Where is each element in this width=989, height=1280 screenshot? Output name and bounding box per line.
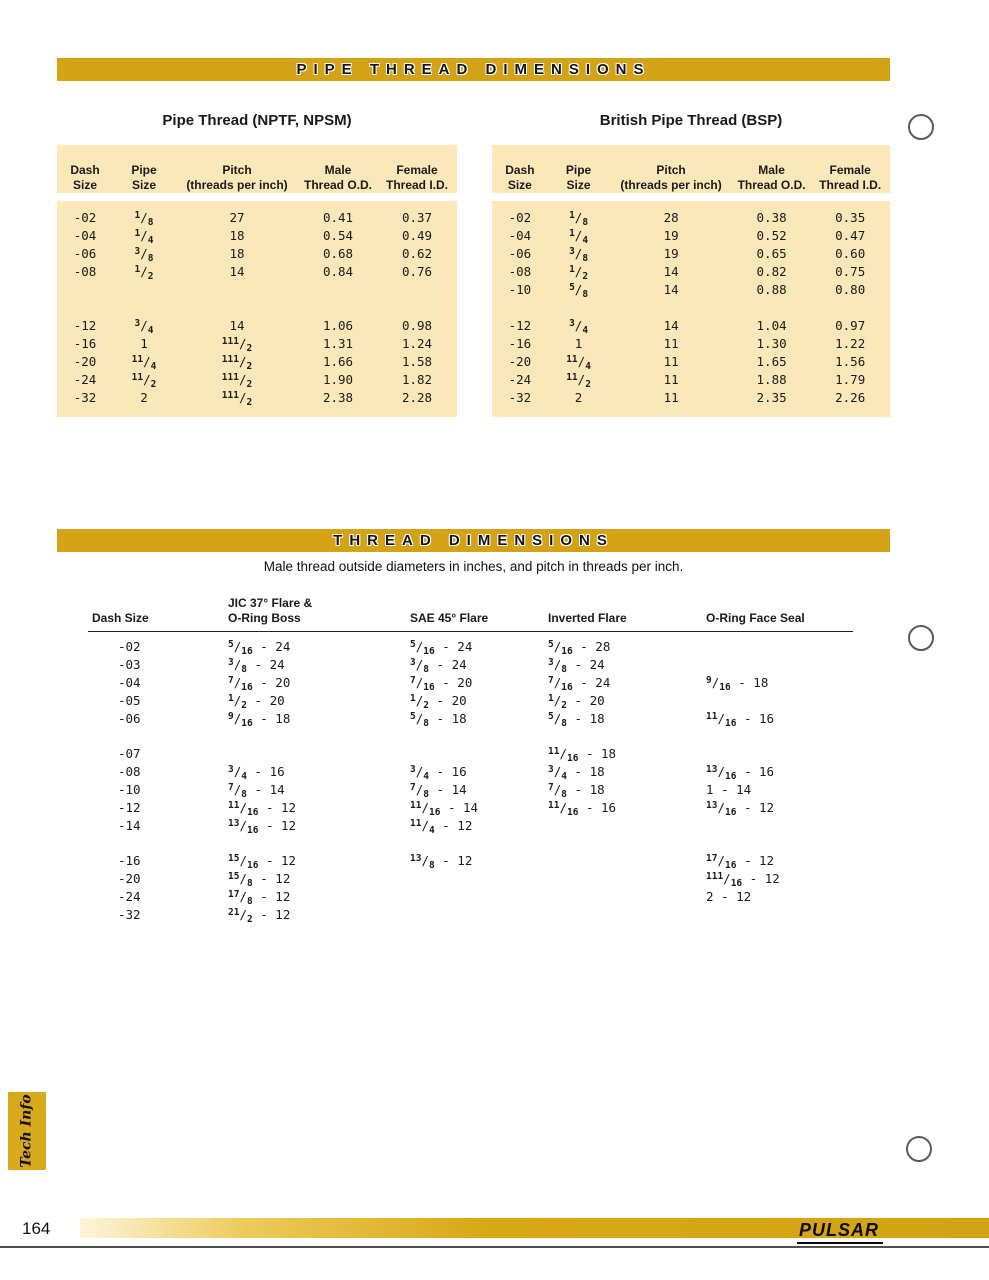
table-row <box>57 389 457 407</box>
table-row <box>492 209 890 227</box>
pipe-thread-table-nptf <box>57 112 457 417</box>
table-cell: $^9/_{16} - 18$ <box>706 675 769 693</box>
table-cell: -06 <box>508 246 532 261</box>
table-row <box>88 745 853 763</box>
table-cell: $^7/_8 - 18$ <box>548 782 605 800</box>
table-cell: 1.65 <box>756 354 787 369</box>
table-cell: $^{17}/_8 - 12$ <box>228 889 291 907</box>
table-cell: $^{111}/_2$ <box>221 390 253 408</box>
column-header: Pipe Size <box>565 163 592 192</box>
table-cell: $^{13}/_8 - 12$ <box>410 853 473 871</box>
thread-banner-title: THREAD DIMENSIONS <box>333 532 614 549</box>
table-cell: -24 <box>118 889 141 904</box>
table-cell: 0.98 <box>401 318 433 333</box>
row-group-gap <box>492 299 890 317</box>
table-title-nptf: Pipe Thread (NPTF, NPSM) <box>162 112 352 129</box>
table-cell: $^{13}/_{16} - 12$ <box>228 818 297 836</box>
table-cell: $^7/_8 - 14$ <box>410 782 467 800</box>
table-cell: $^1/_2$ <box>134 264 154 282</box>
table-row <box>57 335 457 353</box>
table-row <box>88 799 853 817</box>
thread-table-subtitle: Male thread outside diameters in inches, and pitch in threads per inch. <box>263 559 684 574</box>
table-cell: 0.65 <box>756 246 787 261</box>
table-cell: 0.38 <box>756 210 787 225</box>
table-cell: -24 <box>73 372 97 387</box>
table-cell: 1.22 <box>835 336 866 351</box>
table-row <box>88 674 853 692</box>
table-cell: -06 <box>118 711 141 726</box>
table-cell: 0.37 <box>401 210 433 225</box>
table-cell: -08 <box>508 264 532 279</box>
table-cell: -12 <box>118 800 141 815</box>
table-cell: 2.38 <box>322 390 354 405</box>
table-row <box>492 371 890 389</box>
table-cell: $^{111}/_2$ <box>221 336 253 354</box>
table-cell: 19 <box>663 246 679 261</box>
table-cell: 27 <box>229 210 245 225</box>
table-cell: $^{11}/_4$ <box>131 354 157 372</box>
column-header: Female Thread I.D. <box>385 163 448 192</box>
column-header: Pitch (threads per inch) <box>620 163 722 192</box>
table-cell: 0.47 <box>835 228 866 243</box>
table-cell: -32 <box>508 390 532 405</box>
table-cell: $^3/_8 - 24$ <box>410 657 467 675</box>
column-header: Female Thread I.D. <box>819 163 882 192</box>
column-header: Pitch (threads per inch) <box>186 163 288 192</box>
punch-hole <box>906 1136 932 1162</box>
table-cell: 1 <box>140 336 148 351</box>
table-header-row <box>492 145 890 193</box>
table-cell: 1.79 <box>835 372 866 387</box>
table-cell: -04 <box>73 228 97 243</box>
table-row <box>492 317 890 335</box>
row-group-gap <box>57 281 457 317</box>
table-cell: 18 <box>229 246 245 261</box>
table-cell: $^{17}/_{16} - 12$ <box>706 853 775 871</box>
table-cell: 0.97 <box>835 318 866 333</box>
table-cell: 2 - 12 <box>706 889 752 904</box>
table-row <box>57 227 457 245</box>
table-cell: -08 <box>73 264 97 279</box>
table-cell: 1.56 <box>835 354 866 369</box>
table-cell: 2 <box>140 390 148 405</box>
tech-info-tab-label: Tech Info <box>19 1094 36 1168</box>
punch-hole <box>908 114 934 140</box>
bottom-rule <box>0 1246 989 1248</box>
table-cell: $^1/_2 - 20$ <box>548 693 605 711</box>
table-row <box>88 763 853 781</box>
table-cell: -10 <box>118 782 141 797</box>
column-header: Dash Size <box>92 611 149 625</box>
table-cell: 1.31 <box>322 336 354 351</box>
header-divider <box>57 193 457 201</box>
table-cell: 1.66 <box>322 354 354 369</box>
table-row <box>492 227 890 245</box>
table-cell: -04 <box>118 675 141 690</box>
tech-info-tab[interactable] <box>8 1092 46 1170</box>
pipe-thread-dimensions-banner <box>57 58 890 81</box>
table-cell: $^9/_{16} - 18$ <box>228 711 291 729</box>
table-title-bsp: British Pipe Thread (BSP) <box>599 112 783 129</box>
column-header: Inverted Flare <box>548 611 627 625</box>
table-cell: 28 <box>663 210 679 225</box>
header-divider <box>492 193 890 201</box>
table-cell: -05 <box>118 693 141 708</box>
table-row <box>88 781 853 799</box>
table-cell: $^{111}/_{16} - 12$ <box>706 871 780 889</box>
table-cell: $^1/_4$ <box>134 228 154 246</box>
table-row <box>492 245 890 263</box>
table-cell: 2 <box>574 390 583 405</box>
table-cell: 0.35 <box>835 210 866 225</box>
table-cell: 14 <box>663 318 679 333</box>
table-cell: $^{111}/_2$ <box>221 354 253 372</box>
column-header: Male Thread O.D. <box>303 163 372 192</box>
column-header: JIC 37° Flare & O-Ring Boss <box>228 596 313 625</box>
table-cell: -14 <box>118 818 141 833</box>
table-body <box>88 632 853 924</box>
table-cell: -12 <box>73 318 97 333</box>
table-cell: $^{11}/_{16} - 18$ <box>548 746 617 764</box>
table-cell: $^3/_8$ <box>134 246 154 264</box>
table-row <box>492 263 890 281</box>
table-row <box>88 852 853 870</box>
table-row <box>492 335 890 353</box>
column-header: SAE 45° Flare <box>410 611 489 625</box>
pulsar-logo: PULSAR <box>797 1220 883 1244</box>
row-group-gap <box>88 728 853 745</box>
table-row <box>88 692 853 710</box>
table-cell: $^{11}/_{16} - 16$ <box>706 711 775 729</box>
table-cell: $^1/_4$ <box>569 228 589 246</box>
table-cell: 18 <box>229 228 245 243</box>
table-cell: -32 <box>73 390 97 405</box>
table-cell: 2.35 <box>756 390 787 405</box>
table-cell: $^{21}/_2 - 12$ <box>228 907 291 925</box>
column-header: Pipe Size <box>131 163 157 192</box>
table-row <box>492 353 890 371</box>
table-cell: 0.52 <box>756 228 787 243</box>
table-cell: $^3/_8$ <box>569 246 589 264</box>
table-cell: 2.28 <box>401 390 433 405</box>
table-body <box>57 201 457 417</box>
table-row <box>88 888 853 906</box>
table-cell: $^{11}/_{16} - 16$ <box>548 800 617 818</box>
table-cell: 14 <box>229 264 245 279</box>
table-cell: 0.84 <box>322 264 354 279</box>
table-cell: -02 <box>73 210 97 225</box>
table-row <box>88 638 853 656</box>
table-cell: 1 - 14 <box>706 782 752 797</box>
table-cell: -16 <box>508 336 532 351</box>
table-row <box>492 281 890 299</box>
table-cell: 1.24 <box>401 336 433 351</box>
table-cell: 1.30 <box>756 336 787 351</box>
table-cell: $^5/_{16} - 24$ <box>228 639 291 657</box>
table-cell: 0.54 <box>322 228 354 243</box>
table-cell: 0.76 <box>401 264 433 279</box>
table-body <box>492 201 890 417</box>
table-cell: -24 <box>508 372 532 387</box>
table-cell: $^{13}/_{16} - 12$ <box>706 800 775 818</box>
table-header-row <box>88 588 853 632</box>
page-number: 164 <box>22 1219 51 1238</box>
row-group-gap <box>88 835 853 852</box>
table-cell: 1.06 <box>322 318 354 333</box>
table-cell: -04 <box>508 228 532 243</box>
table-cell: -02 <box>508 210 532 225</box>
table-cell: 0.60 <box>835 246 866 261</box>
table-cell: $^{11}/_2$ <box>566 372 591 390</box>
table-row <box>88 656 853 674</box>
table-cell: -07 <box>118 746 141 761</box>
table-cell: 2.26 <box>835 390 866 405</box>
table-cell: $^{111}/_2$ <box>221 372 253 390</box>
table-cell: $^{15}/_{16} - 12$ <box>228 853 297 871</box>
table-cell: 0.62 <box>401 246 433 261</box>
table-cell: 11 <box>663 336 679 351</box>
table-cell: $^3/_4$ <box>569 318 589 336</box>
table-cell: $^7/_{16} - 20$ <box>228 675 291 693</box>
table-cell: $^{11}/_{16} - 12$ <box>228 800 297 818</box>
table-cell: $^7/_{16} - 24$ <box>548 675 611 693</box>
table-cell: $^7/_{16} - 20$ <box>410 675 473 693</box>
table-cell: 11 <box>663 372 679 387</box>
table-cell: $^5/_{16} - 24$ <box>410 639 473 657</box>
table-row <box>57 317 457 335</box>
pipe-banner-title: PIPE THREAD DIMENSIONS <box>296 61 651 78</box>
table-row <box>492 389 890 407</box>
punch-hole <box>908 625 934 651</box>
table-cell: $^3/_4 - 18$ <box>548 764 605 782</box>
column-header: O-Ring Face Seal <box>706 611 805 625</box>
table-cell: $^5/_8$ <box>569 282 589 300</box>
table-cell: 0.68 <box>322 246 354 261</box>
table-cell: $^1/_8$ <box>134 210 154 228</box>
table-cell: 1.88 <box>756 372 787 387</box>
table-cell: -10 <box>508 282 532 297</box>
table-cell: $^1/_2 - 20$ <box>228 693 285 711</box>
table-cell: 0.82 <box>756 264 787 279</box>
thread-dimensions-banner <box>57 529 890 552</box>
table-cell: 1.58 <box>401 354 433 369</box>
table-cell: $^{11}/_4 - 12$ <box>410 818 473 836</box>
table-cell: -12 <box>508 318 532 333</box>
table-row <box>57 371 457 389</box>
table-cell: 1.82 <box>401 372 433 387</box>
table-row <box>88 870 853 888</box>
table-cell: 14 <box>663 282 679 297</box>
table-cell: -32 <box>118 907 141 922</box>
table-cell: 0.88 <box>756 282 787 297</box>
table-cell: 1.04 <box>756 318 787 333</box>
table-cell: -20 <box>73 354 97 369</box>
table-cell: -20 <box>118 871 141 886</box>
table-cell: $^{11}/_{16} - 14$ <box>410 800 479 818</box>
table-cell: 11 <box>663 390 679 405</box>
table-row <box>57 209 457 227</box>
pipe-thread-table-bsp <box>492 112 890 417</box>
column-header: Dash Size <box>505 163 535 192</box>
table-cell: -08 <box>118 764 141 779</box>
table-cell: $^5/_8 - 18$ <box>410 711 467 729</box>
table-cell: $^{11}/_4$ <box>566 354 591 372</box>
table-row <box>88 817 853 835</box>
table-cell: $^3/_4 - 16$ <box>228 764 285 782</box>
table-row <box>88 906 853 924</box>
table-cell: 0.49 <box>401 228 433 243</box>
table-cell: -20 <box>508 354 532 369</box>
table-cell: 11 <box>663 354 679 369</box>
table-cell: 19 <box>663 228 679 243</box>
table-cell: $^{15}/_8 - 12$ <box>228 871 291 889</box>
column-header: Dash Size <box>70 163 100 192</box>
table-row <box>57 353 457 371</box>
table-cell: -06 <box>73 246 97 261</box>
table-cell: $^3/_4$ <box>134 318 154 336</box>
table-cell: -16 <box>73 336 97 351</box>
table-cell: 1.90 <box>322 372 354 387</box>
table-cell: $^3/_8 - 24$ <box>228 657 285 675</box>
table-cell: $^3/_8 - 24$ <box>548 657 605 675</box>
table-cell: -02 <box>118 639 141 654</box>
table-header-row <box>57 145 457 193</box>
table-cell: $^5/_8 - 18$ <box>548 711 605 729</box>
table-cell: $^{13}/_{16} - 16$ <box>706 764 775 782</box>
table-cell: 14 <box>663 264 679 279</box>
table-row <box>57 245 457 263</box>
table-cell: 0.41 <box>322 210 354 225</box>
table-cell: 14 <box>229 318 245 333</box>
table-cell: -03 <box>118 657 141 672</box>
table-cell: $^1/_8$ <box>569 210 589 228</box>
table-row <box>57 263 457 281</box>
table-cell: -16 <box>118 853 141 868</box>
table-cell: $^5/_{16} - 28$ <box>548 639 611 657</box>
table-cell: $^1/_2$ <box>569 264 589 282</box>
table-cell: 0.80 <box>835 282 866 297</box>
table-cell: $^{11}/_2$ <box>131 372 157 390</box>
thread-dimensions-table <box>88 588 853 924</box>
table-cell: $^1/_2 - 20$ <box>410 693 467 711</box>
table-cell: $^7/_8 - 14$ <box>228 782 285 800</box>
table-row <box>88 710 853 728</box>
column-header: Male Thread O.D. <box>737 163 806 192</box>
table-cell: $^3/_4 - 16$ <box>410 764 467 782</box>
table-cell: 1 <box>574 336 583 351</box>
table-cell: 0.75 <box>835 264 866 279</box>
